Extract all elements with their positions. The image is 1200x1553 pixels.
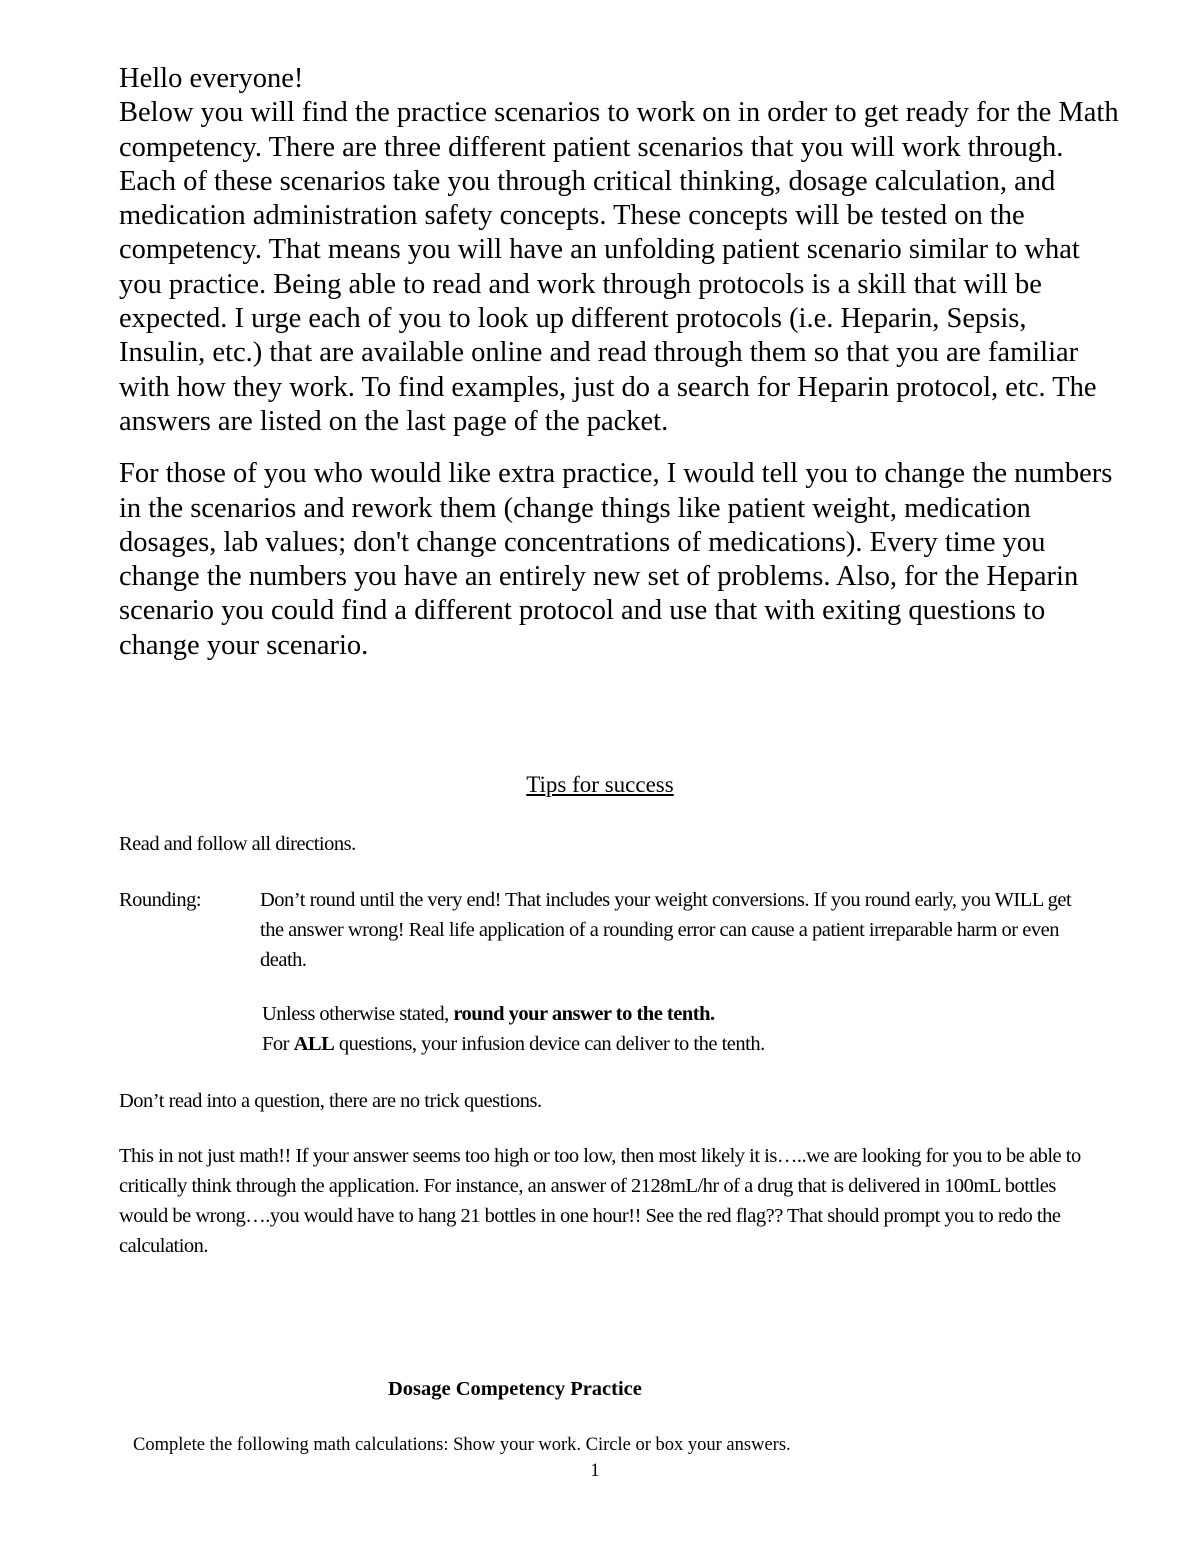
rounding-rules [262, 999, 1092, 1059]
page-number: 1 [590, 1461, 600, 1481]
round-to-tenth-line: Unless otherwise stated, round your answer to the tenth. [262, 1003, 715, 1025]
rounding-label: Rounding: [119, 889, 202, 911]
intro-paragraph-2: For those of you who would like extra practice, I would tell you to change the numbers in the scenarios and rework them (change things like patient weight, medication dosages, lab values; don't change concentrations of medications). Every time you change the numbers you have an entirely new set of problems. Also, for the Heparin scenario you could find a different protocol and use that with exiting questions to change your scenario. [119, 458, 1113, 661]
practice-instructions: Complete the following math calculations: Show your work. Circle or box your answers. [133, 1435, 791, 1455]
tip-directions: Read and follow all directions. [119, 833, 356, 855]
intro-paragraph-1: Below you will find the practice scenarios to work on in order to get ready for the Math competency. There are three different patient scenarios that you will work through. Each of these scenarios take you through critical thinking, dosage calculation, and medication administration safety concepts. These concepts will be tested on the competency. That means you will have an unfolding patient scenario similar to what you practice. Being able to read and work through protocols is a skill that will be expected. I urge each of you to look up different protocols (i.e. Heparin, Sepsis, Insulin, etc.) that are available online and read through them so that you are familiar with how they work. To find examples, just do a search for Heparin protocol, etc. The answers are listed on the last page of the packet. [119, 97, 1119, 437]
tip-no-trick-questions: Don’t read into a question, there are no trick questions. [119, 1090, 542, 1112]
tip-critical-thinking: This in not just math!! If your answer seems too high or too low, then most likely it is…..we are looking for you to be able to critically think through the application. For instance, an answer of 2128mL/hr of a drug that is delivered in 100mL bottles would be wrong….you would have to hang 21 bottles in one hour!! See the red flag?? That should prompt you to redo the calculation. [119, 1145, 1081, 1257]
round-to-tenth-emphasis: round your answer to the tenth. [453, 1003, 715, 1025]
practice-title: Dosage Competency Practice [388, 1378, 642, 1400]
intro-section [119, 62, 1119, 663]
tips-title: Tips for success [526, 772, 674, 797]
greeting: Hello everyone! [119, 63, 304, 94]
rounding-text: Don’t round until the very end! That includes your weight conversions. If you round early, you WILL get the answer wrong! Real life application of a rounding error can cause a patient irreparable harm or even death. [260, 889, 1072, 971]
infusion-device-line: For ALL questions, your infusion device can deliver to the tenth. [262, 1033, 765, 1055]
all-emphasis: ALL [293, 1033, 335, 1055]
